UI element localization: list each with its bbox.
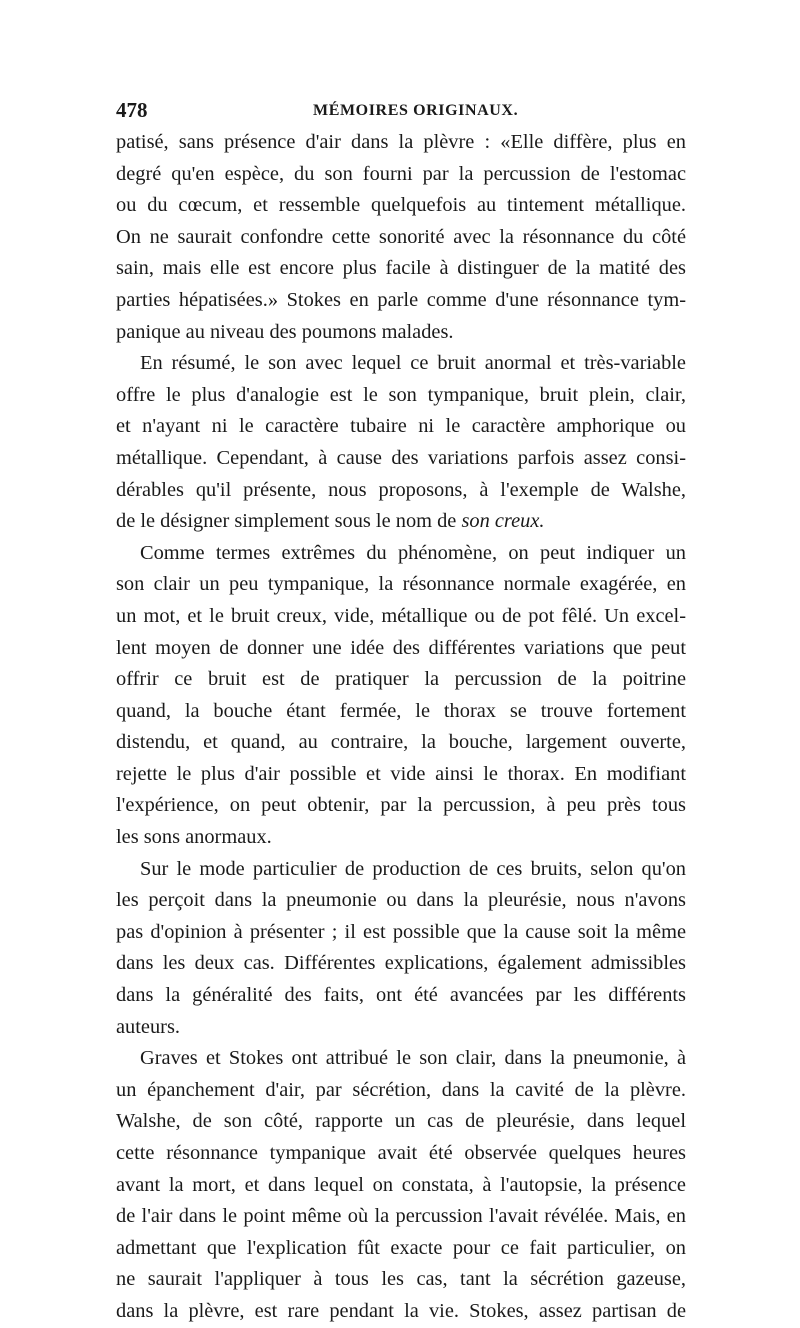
text-line: offre le plus d'analogie est le son tympanique, bruit plein, clair, bbox=[116, 383, 686, 406]
text-line bbox=[116, 506, 686, 538]
text-line: l'expérience, on peut obtenir, par la percussion, à peu près tous bbox=[116, 794, 686, 817]
text-line: dans la généralité des faits, ont été avancées par les différents bbox=[116, 984, 686, 1007]
text-line: rejette le plus d'air possible et vide ainsi le thorax. En modifiant bbox=[116, 762, 686, 785]
text-line: sain, mais elle est encore plus facile à distinguer de la matité des bbox=[116, 257, 686, 280]
text-line: Graves et Stokes ont attribué le son clair, dans la pneumonie, à bbox=[140, 1047, 686, 1070]
text-line-start: de le désigner simplement sous le nom de bbox=[116, 510, 457, 533]
text-line: dérables qu'il présente, nous proposons, à l'exemple de Walshe, bbox=[116, 478, 686, 501]
text-line: un épanchement d'air, par sécrétion, dans la cavité de la plèvre. bbox=[116, 1078, 686, 1101]
paragraph-2 bbox=[116, 348, 686, 538]
text-line: les perçoit dans la pneumonie ou dans la pleurésie, nous n'avons bbox=[116, 889, 686, 912]
text-line: offrir ce bruit est de pratiquer la percussion de la poitrine bbox=[116, 668, 686, 691]
text-line: dans la plèvre, est rare pendant la vie. Stokes, assez partisan de bbox=[116, 1299, 686, 1322]
text-line: pas d'opinion à présenter ; il est possible que la cause soit la même bbox=[116, 920, 686, 943]
paragraph-1 bbox=[116, 127, 686, 348]
text-line: son clair un peu tympanique, la résonnance normale exagérée, en bbox=[116, 573, 686, 596]
text-line: un mot, et le bruit creux, vide, métallique ou de pot fêlé. Un excel- bbox=[116, 604, 686, 627]
text-line: métallique. Cependant, à cause des variations parfois assez consi- bbox=[116, 446, 686, 469]
text-line: Comme termes extrêmes du phénomène, on peut indiquer un bbox=[140, 541, 686, 564]
text-line: dans les deux cas. Différentes explications, également admissibles bbox=[116, 952, 686, 975]
text-line: parties hépatisées.» Stokes en parle comme d'une résonnance tym- bbox=[116, 288, 686, 311]
paragraph-5 bbox=[116, 1043, 686, 1327]
body-text bbox=[116, 127, 686, 1328]
text-line: les sons anormaux. bbox=[116, 826, 272, 849]
text-line: de l'air dans le point même où la percussion l'avait révélée. Mais, en bbox=[116, 1205, 686, 1228]
text-line: auteurs. bbox=[116, 1015, 180, 1038]
text-line: panique au niveau des poumons malades. bbox=[116, 320, 454, 343]
text-line: On ne saurait confondre cette sonorité avec la résonnance du côté bbox=[116, 225, 686, 248]
text-line: ou du cœcum, et ressemble quelquefois au tintement métallique. bbox=[116, 194, 686, 217]
text-line: cette résonnance tympanique avait été observée quelques heures bbox=[116, 1142, 686, 1164]
text-line: Sur le mode particulier de production de ces bruits, selon qu'on bbox=[140, 857, 686, 880]
text-line: quand, la bouche étant fermée, le thorax se trouve fortement bbox=[116, 699, 686, 722]
text-line: patisé, sans présence d'air dans la plèvre : «Elle diffère, plus en bbox=[116, 131, 686, 153]
text-line: avant la mort, et dans lequel on constata, à l'autopsie, la présence bbox=[116, 1173, 686, 1196]
running-head bbox=[116, 98, 686, 122]
text-line: degré qu'en espèce, du son fourni par la percussion de l'estomac bbox=[116, 162, 686, 185]
running-title: MÉMOIRES ORIGINAUX. bbox=[313, 102, 519, 119]
paragraph-4 bbox=[116, 854, 686, 1044]
text-line: ne saurait l'appliquer à tous les cas, tant la sécrétion gazeuse, bbox=[116, 1268, 686, 1291]
text-line: lent moyen de donner une idée des différentes variations que peut bbox=[116, 636, 686, 659]
paragraph-3 bbox=[116, 538, 686, 854]
page-number: 478 bbox=[116, 98, 148, 122]
text-line: et n'ayant ni le caractère tubaire ni le caractère amphorique ou bbox=[116, 415, 686, 438]
text-line: Walshe, de son côté, rapporte un cas de pleurésie, dans lequel bbox=[116, 1110, 686, 1133]
text-line: distendu, et quand, au contraire, la bouche, largement ouverte, bbox=[116, 731, 686, 754]
italic-term: son creux. bbox=[461, 510, 545, 533]
text-line: admettant que l'explication fût exacte pour ce fait particulier, on bbox=[116, 1236, 686, 1259]
text-line: En résumé, le son avec lequel ce bruit anormal et très-variable bbox=[140, 352, 686, 375]
